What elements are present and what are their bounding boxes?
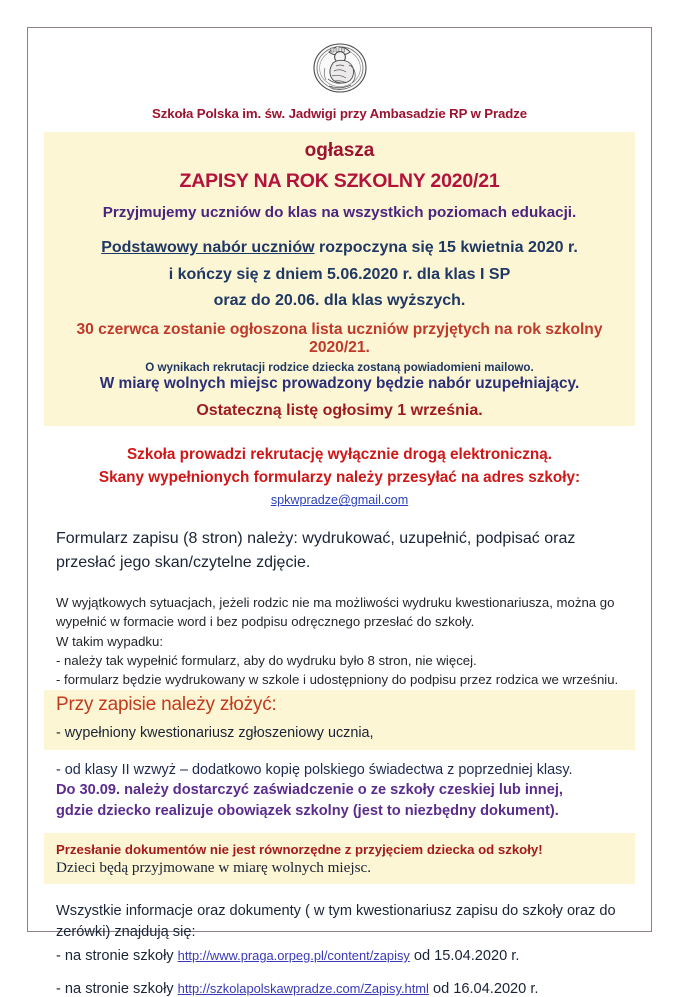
electronic-line-1: Szkoła prowadzi rekrutację wyłącznie drogą elektroniczną. (126, 446, 553, 464)
submission-extra-block (44, 762, 635, 820)
links-intro: Wszystkie informacje oraz dokumenty ( w tym kwestionariusz zapisu do szkoły oraz do zerówki) znajdują się: (56, 902, 616, 940)
recruitment-line-1-rest: rozpoczyna się 15 kwietnia 2020 r. (314, 239, 578, 256)
szkolapolska-zapisy-link[interactable]: http://szkolapolskawpradze.com/Zapisy.html (177, 981, 429, 997)
warning-red-line: Przesłanie dokumentów nie jest równorzędne z przyjęciem dziecka od szkoły! (56, 841, 543, 857)
links-block (44, 901, 635, 997)
warning-serif-line: Dzieci będą przyjmowane w miarę wolnych miejsc. (56, 858, 372, 876)
exception-bullet-2: - formularz będzie wydrukowany w szkole i udostępniony do podpisu przez rodzica we wrześniu. (56, 672, 619, 688)
document-content (28, 28, 651, 997)
certificate-requirement-line-2: gdzie dziecko realizuje obowiązek szkolny (jest to niezbędny dokument). (56, 802, 559, 819)
mail-notification-notice: O wynikach rekrutacji rodzice dziecka zostaną powiadomieni mailowo. (145, 361, 534, 375)
orpeg-zapisy-link[interactable]: http://www.praga.orpeg.pl/content/zapisy (177, 948, 410, 964)
warning-highlight-block (44, 833, 635, 884)
recruitment-line-1 (44, 237, 635, 260)
recruitment-line-2: i kończy się z dniem 5.06.2020 r. dla klas I SP (168, 265, 511, 283)
submission-heading: Przy zapisie należy złożyć: (56, 694, 277, 716)
announces-label: ogłasza (304, 140, 375, 161)
exception-paragraph: W wyjątkowych sytuacjach, jeżeli rodzic nie ma możliwości wydruku kwestionariusza, można go wypełnić w formacie word i bez podpisu odręcznego przesłać do szkoły. (56, 595, 615, 630)
link-item-1 (56, 948, 623, 964)
submission-highlight-block (44, 690, 635, 750)
link-item-1-suffix: od 15.04.2020 r. (409, 948, 520, 965)
electronic-line-2: Skany wypełnionych formularzy należy przesyłać na adres szkoły: (98, 468, 581, 486)
link-item-2-prefix: - na stronie szkoły (56, 981, 178, 997)
announcement-subtitle: Przyjmujemy uczniów do klas na wszystkich poziomach edukacji. (102, 204, 577, 221)
list-publication-notice: 30 czerwca zostanie ogłoszona lista uczniów przyjętych na rok szkolny 2020/21. (76, 321, 603, 357)
submission-bullet-1: - wypełniony kwestionariusz zgłoszeniowy ucznia, (56, 725, 374, 742)
recruitment-underlined-phrase: Podstawowy nabór uczniów (101, 239, 315, 256)
form-instruction-paragraph: Formularz zapisu (8 stron) należy: wydrukować, uzupełnić, podpisać oraz przesłać jego skan/czytelne zdjęcie. (56, 530, 576, 571)
link-item-2-suffix: od 16.04.2020 r. (428, 981, 539, 997)
announcement-title: ZAPISY NA ROK SZKOLNY 2020/21 (179, 170, 500, 192)
submission-bullet-2: - od klasy II wzwyż – dodatkowo kopię polskiego świadectwa z poprzedniej klasy. (56, 762, 573, 779)
school-email-link[interactable]: spkwpradze@gmail.com (270, 493, 409, 508)
certificate-requirement-line-1: Do 30.09. należy dostarczyć zaświadczenie o ze szkoły czeskiej lub innej, (56, 782, 563, 799)
school-seal-emblem-icon (309, 35, 371, 97)
school-name-heading: Szkoła Polska im. św. Jadwigi przy Ambasadzie RP w Pradze (152, 106, 527, 121)
announcement-highlight-block (44, 132, 635, 426)
link-item-1-prefix: - na stronie szkoły (56, 948, 178, 965)
recruitment-line-3: oraz do 20.06. dla klas wyższych. (213, 292, 466, 310)
final-list-notice: Ostateczną listę ogłosimy 1 września. (196, 402, 483, 420)
supplementary-recruitment-notice: W miarę wolnych miejsc prowadzony będzie nabór uzupełniający. (99, 375, 580, 393)
exception-intro: W takim wypadku: (56, 633, 163, 649)
link-item-2 (56, 981, 623, 997)
document-frame (27, 27, 652, 997)
electronic-recruitment-block (44, 444, 635, 509)
exception-bullet-1: - należy tak wypełnić formularz, aby do wydruku było 8 stron, nie więcej. (56, 652, 477, 668)
emblem-container (28, 28, 651, 102)
instructions-block (44, 527, 635, 689)
